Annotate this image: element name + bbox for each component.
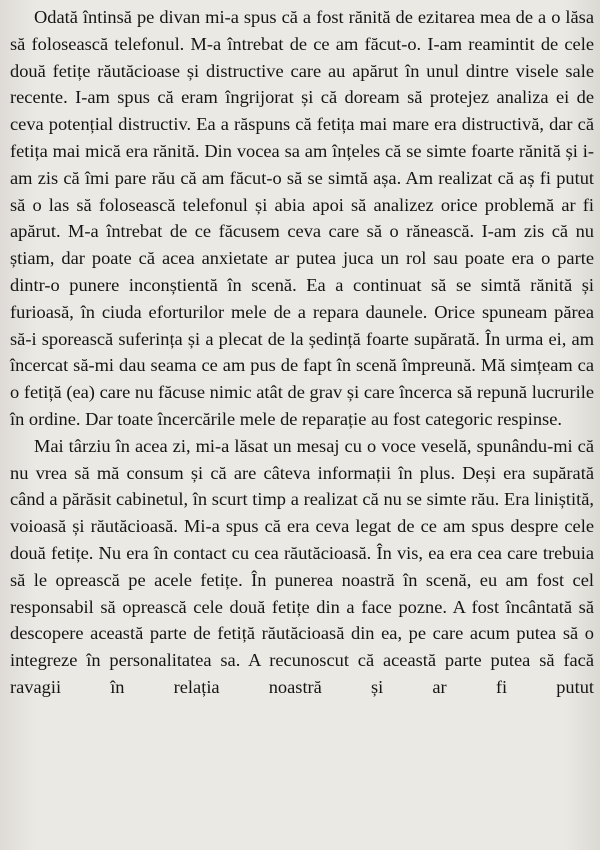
paragraph-2: Mai târziu în acea zi, mi-a lăsat un mesaj cu o voce veselă, spunându-mi că nu vrea să mă consum și că are câteva informații în plus. Deși era supărată când a părăsit cabinetul, în scurt timp a realizat că nu se simte rău. Era liniștită, voioasă și răutăcioasă. Mi-a spus că era ceva legat de ce am spus despre cele două fetițe. Nu era în contact cu cea răutăcioasă. În vis, ea era cea care trebuia să le oprească pe acele fetițe. În punerea noastră în scenă, eu am fost cel responsabil să oprească cele două fetițe din a face pozne. A fost încântată să descopere această parte de fetiță răutăcioasă din ea, pe care acum putea să o integreze în personalitatea sa. A recunoscut că această parte putea să facă ravagii în relația noastră și ar fi putut	[10, 435, 594, 697]
page-text	[10, 4, 594, 701]
paragraph-1: Odată întinsă pe divan mi-a spus că a fost rănită de ezitarea mea de a o lăsa să folosească telefonul. M-a întrebat de ce am făcut-o. I-am reamintit de cele două fetițe răutăcioase și distructive care au apărut în unul dintre visele sale recente. I-am spus că eram îngrijorat și că doream să protejez analiza ei de ceva potențial distructiv. Ea a răspuns că fetița mai mare era distructivă, dar că fetița mai mică era rănită. Din vocea sa am înțeles că se simte foarte rănită și i-am zis că îmi pare rău că am făcut-o să se simtă așa. Am realizat că aș fi putut să o las să folosească telefonul și abia apoi să analizez orice problemă ar fi apărut. M-a întrebat de ce făcusem ceva care să o rănească. I-am zis că nu știam, dar poate că acea anxietate ar putea juca un rol sau poate era o parte dintr-o punere inconștientă în scenă. Ea a continuat să se simtă rănită și furioasă, în ciuda eforturilor mele de a repara daunele. Orice spuneam părea să-i sporească suferința și a plecat de la ședință foarte supărată. În urma ei, am încercat să-mi dau seama ce am pus de fapt în scenă împreună. Mă simțeam ca o fetiță (ea) care nu făcuse nimic atât de grav și care încerca să repună lucrurile în ordine. Dar toate încercările mele de reparație au fost categoric respinse.	[10, 7, 594, 429]
